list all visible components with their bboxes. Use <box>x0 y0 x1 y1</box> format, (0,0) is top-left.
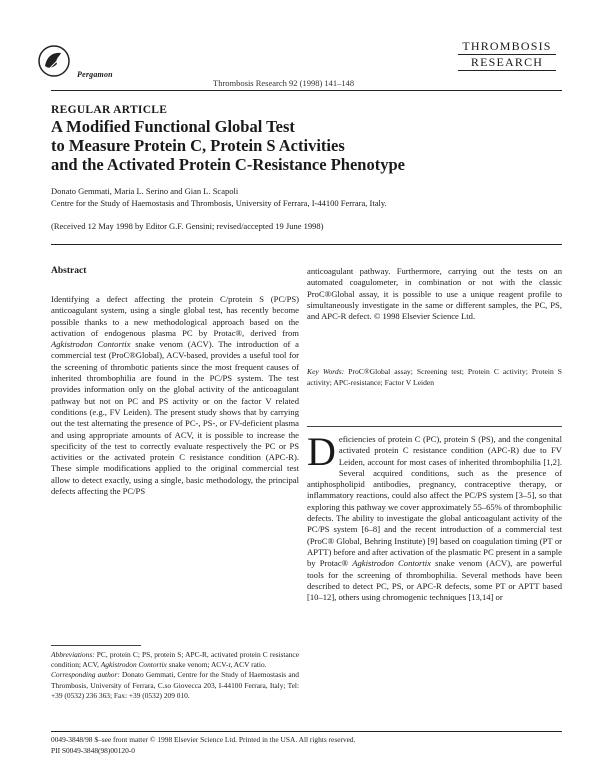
footnote-rule <box>51 645 141 646</box>
brand-line-2: RESEARCH <box>470 55 544 69</box>
header-rule <box>51 90 562 91</box>
drop-cap: D <box>307 429 336 474</box>
copyright-line: 0049-3848/98 $–see front matter © 1998 Elsevier Science Ltd. Printed in the USA. All rights reserved. <box>51 735 356 744</box>
abstract-text-b: snake venom (ACV). The introduction of a commercial test (ProC®Global), ACV-based, provides a useful tool for the screening of thrombotic patients since the most frequent causes of inherited thrombophilia are found in the PC/PS system. The test provides information only on the global activity of the anticoagulant pathway but not on PC and PS activity or on the factor V related conditions (e.g., FV Leiden). The present study shows that by carrying out the test alternating the presence of PC-, PS-, or FV-deficient plasma and using appropriate amounts of ACV, it is possible to increase the specificity of the test to correctly evaluate respectively the PC or PS activities or the activated protein C resistance condition (APC-R). These simple modifications applied to the original commercial test allow to detect exactly, using a single, basic methodology, the principal defects affecting the PC/PS <box>51 339 299 497</box>
abbrev-species: Agkistrodon Contortix <box>100 660 167 670</box>
footnotes <box>51 650 299 701</box>
pii-line: PII S0049-3848(98)00120-0 <box>51 745 135 755</box>
journal-reference: Thrombosis Research 92 (1998) 141–148 <box>213 78 355 88</box>
introduction <box>307 429 562 603</box>
keywords-text: ProC®Global assay; Screening test; Protein C activity; Protein S activity; APC-resistance; Factor V Leiden <box>307 367 562 387</box>
abstract-continued-text: anticoagulant pathway. Furthermore, carrying out the tests on an automated coagulometer, in combination or not with the classic ProC®Global assay, it is possible to use a unique reagent profile to simultaneously investigate in the same or different samples, the PC, PS, and APC-R defect. © 1998 Elsevier Science Ltd. <box>307 266 562 322</box>
abstract-text-a: Identifying a defect affecting the protein C/protein S (PC/PS) anticoagulant system, using a single global test, has recently become possible thanks to a new methodological approach based on the activation of endogenous plasma PC by Protac®, derived from <box>51 294 299 338</box>
footer <box>51 735 355 756</box>
section-label: REGULAR ARTICLE <box>51 104 168 116</box>
keywords-rule <box>307 426 562 427</box>
keywords-label: Key Words: <box>307 367 345 376</box>
affiliation: Centre for the Study of Haemostasis and Thrombosis, University of Ferrara, I-44100 Ferrara, Italy. <box>51 198 387 208</box>
abbreviations-note <box>51 650 299 670</box>
brand-divider-bottom <box>458 70 556 71</box>
title-line-3: and the Activated Protein C-Resistance Phenotype <box>51 155 405 174</box>
corr-label: Corresponding author: <box>51 670 120 680</box>
intro-text-b: snake venom (ACV), are powerful tools for the screening of thrombophilia. Several methods have been described to detect PC, PS, or APC-R defects, some PT or APTT based [10–12], others using chromogenic techniques [13,14] or <box>307 558 562 603</box>
intro-paragraph <box>307 429 562 603</box>
article-title <box>51 117 561 174</box>
authors: Donato Gemmati, Maria L. Serino and Gian L. Scapoli <box>51 186 239 196</box>
keywords <box>307 367 562 388</box>
title-line-1: A Modified Functional Global Test <box>51 117 295 136</box>
brand-line-1: THROMBOSIS <box>462 39 552 53</box>
journal-brand <box>452 40 562 69</box>
title-line-2: to Measure Protein C, Protein S Activities <box>51 136 345 155</box>
abstract-heading: Abstract <box>51 266 87 276</box>
intro-species: Agkistrodon Contortix <box>352 558 431 569</box>
abbrev-text-a: PC, protein C; PS, protein S; APC-R, activated protein C resistance condition; ACV, <box>51 650 299 670</box>
corresponding-author-note <box>51 670 299 701</box>
publisher-logo-icon <box>37 44 71 78</box>
publisher-name: Pergamon <box>77 70 113 79</box>
abbrev-text-b: snake venom; ACV-r, ACV ratio. <box>168 660 267 670</box>
footer-rule <box>51 731 562 732</box>
abstract-species: Agkistrodon Contortix <box>51 339 131 350</box>
abbrev-label: Abbreviations: <box>51 650 95 659</box>
abstract-continued <box>307 266 562 322</box>
intro-text-a: eficiencies of protein C (PC), protein S (PS), and the congenital activated protein C resistance condition (APC-R) due to FV Leiden, account for most cases of inherited thrombophilia [1,2]. Several acquired conditions, such as the presence of antiphospholipid antibodies, pregnancy, contraceptive therapy, or inflammatory reactions, could also affect the PC/PS system [3–5], so that exploring this pathway we cover approximately 55–65% of thrombophilic defects. The ability to investigate the global anticoagulant activity of the PC/PS system [6–8] and the recent introduction of a commercial test (ProC® Global, Behring Institute) [9] based on coagulation timing (PT or APTT) before and after activation of the plasmatic PC present in a sample by Protac® <box>307 434 562 569</box>
corr-text: Donato Gemmati, Centre for the Study of Haemostasis and Thrombosis, University of Ferrara, C.so Giovecca 203, I-44100 Ferrara, Italy; Tel: +39 (0532) 236 363; Fax: +39 (0532) 209 010. <box>51 670 299 700</box>
received-dates: (Received 12 May 1998 by Editor G.F. Gensini; revised/accepted 19 June 1998) <box>51 221 324 231</box>
title-rule <box>51 244 562 245</box>
abstract-body <box>51 294 299 497</box>
abstract-paragraph <box>51 294 299 497</box>
